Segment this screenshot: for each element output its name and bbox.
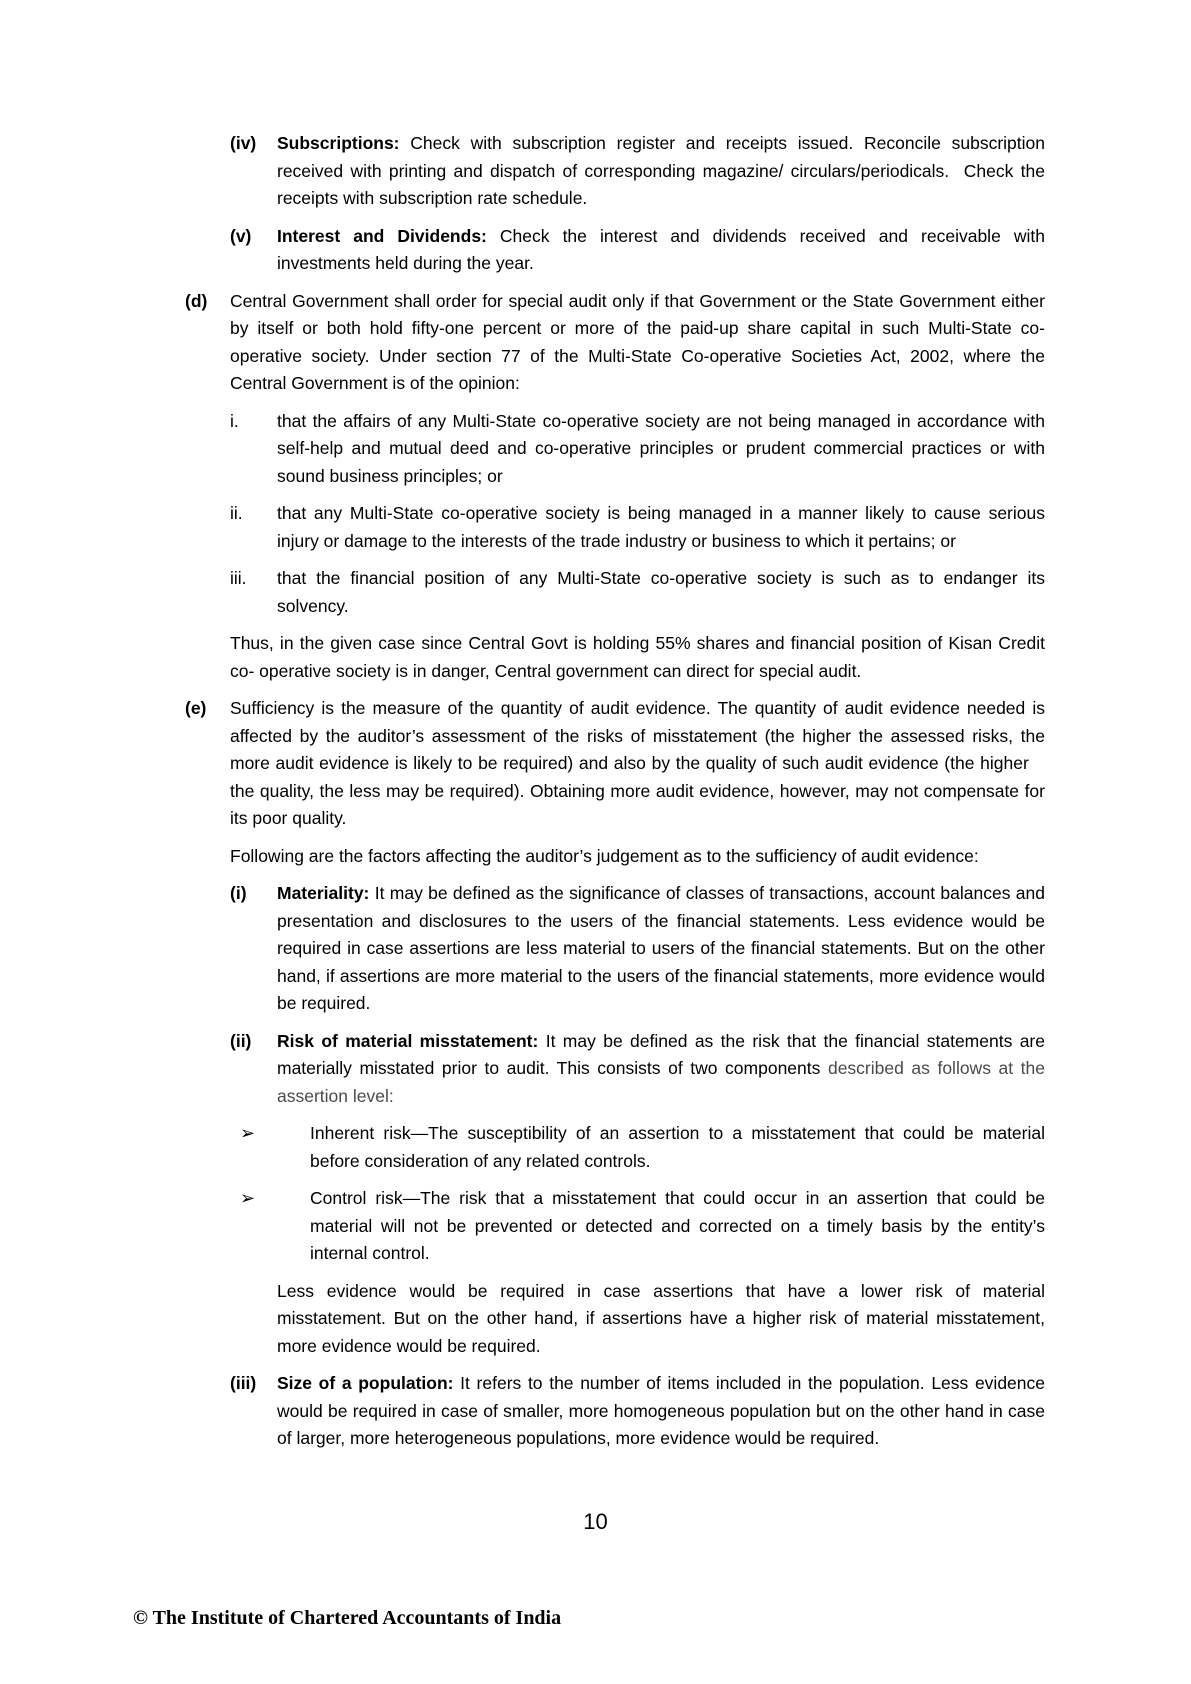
paragraph	[277, 408, 1045, 491]
paragraph	[277, 565, 1045, 620]
list-item-num-i	[230, 880, 1045, 1018]
arrowhead-bullet-icon: ➢	[240, 1123, 256, 1143]
list-marker: (iii)	[230, 1373, 257, 1393]
item-label: Risk of material misstatement:	[277, 1030, 539, 1051]
list-marker: (v)	[230, 225, 252, 246]
list-item-e	[185, 695, 1045, 833]
item-text-light: described as follows at the assertion level:	[277, 1058, 1046, 1106]
paragraph	[277, 880, 1045, 1018]
list-item-roman-ii	[230, 500, 1045, 555]
paragraph-less-evidence: Less evidence would be required in case assertions that have a lower risk of material misstatement. But on the other hand, if assertions have a higher risk of material misstatement, more evidence would be required.	[277, 1280, 1045, 1356]
paragraph	[277, 130, 1045, 213]
list-item-num-ii	[230, 1028, 1045, 1111]
paragraph	[277, 500, 1045, 555]
paragraph	[277, 1028, 1045, 1111]
item-text: Control risk—The risk that a misstatement that could occur in an assertion that could be material will not be prevented or detected and corrected on a timely basis by the entity’s internal control.	[310, 1188, 1045, 1263]
copyright-footer: © The Institute of Chartered Accountants of India	[133, 1607, 562, 1629]
list-marker: (i)	[230, 883, 247, 903]
list-marker: (iv)	[230, 133, 257, 153]
item-text: Check with subscription register and receipts issued. Reconcile subscription received with printing and dispatch of corresponding magazine/ circulars/periodicals. Check the receipts with subscription rate schedule.	[277, 133, 1045, 208]
list-marker: ii.	[230, 503, 243, 523]
list-item-v	[230, 223, 1045, 278]
item-text: that any Multi-State co-operative society is being managed in a manner likely to cause serious injury or damage to the interests of the trade industry or business to which it pertains; or	[277, 503, 1045, 551]
list-item-d	[185, 288, 1045, 398]
paragraph-thus: Thus, in the given case since Central Govt is holding 55% shares and financial position of Kisan Credit co- operative society is in danger, Central government can direct for special audit.	[230, 633, 1045, 681]
item-text: Central Government shall order for special audit only if that Government or the State Government either by itself or both hold fifty-one percent or more of the paid-up share capital in such Multi-State co-operative society. Under section 77 of the Multi-State Co-operative Societies Act, 2002, where the Central Government is of the opinion:	[230, 290, 1045, 393]
list-item-roman-iii	[230, 565, 1045, 620]
item-text: Check the interest and dividends received and receivable with investments held during the year.	[277, 225, 1045, 273]
list-marker: iii.	[230, 568, 247, 588]
paragraph-following: Following are the factors affecting the auditor’s judgement as to the sufficiency of audit evidence:	[230, 845, 979, 866]
list-marker: i.	[230, 410, 239, 431]
list-item-num-iii	[230, 1370, 1045, 1453]
item-text: It may be defined as the risk that the financial statements are materially misstated prior to audit. This consists of two components	[277, 1030, 1045, 1078]
paragraph	[230, 288, 1045, 398]
item-text: Inherent risk—The susceptibility of an assertion to a misstatement that could be material before consideration of any related controls.	[310, 1123, 1045, 1171]
paragraph	[310, 1120, 1045, 1175]
list-item-roman-i	[230, 408, 1045, 491]
paragraph	[310, 1185, 1045, 1268]
arrowhead-bullet-icon: ➢	[240, 1188, 256, 1208]
list-marker: (e)	[185, 698, 207, 718]
list-marker: (d)	[185, 290, 208, 311]
item-label: Subscriptions:	[277, 133, 400, 153]
bullet-item-inherent-risk	[240, 1120, 1045, 1175]
list-item-iv	[230, 130, 1045, 213]
paragraph	[277, 223, 1045, 278]
paragraph	[230, 695, 1045, 833]
page-number: 10	[583, 1509, 608, 1534]
paragraph	[277, 1370, 1045, 1453]
item-label: Size of a population:	[277, 1373, 454, 1393]
item-label: Materiality:	[277, 883, 370, 903]
item-text: that the financial position of any Multi-State co-operative society is such as to endanger its solvency.	[277, 568, 1045, 616]
bullet-item-control-risk	[240, 1185, 1045, 1268]
item-text: Sufficiency is the measure of the quantity of audit evidence. The quantity of audit evidence needed is affected by the auditor’s assessment of the risks of misstatement (the higher the assessed risks, the more audit evidence is likely to be required) and also by the quality of such audit evidence (the higher the quality, the less may be required). Obtaining more audit evidence, however, may not compensate for its poor quality.	[230, 698, 1045, 828]
item-text: that the affairs of any Multi-State co-operative society are not being managed in accordance with self-help and mutual deed and co-operative principles or prudent commercial practices or with sound business principles; or	[277, 410, 1045, 486]
item-text: It may be defined as the significance of classes of transactions, account balances and presentation and disclosures to the users of the financial statements. Less evidence would be required in case assertions are less material to users of the financial statements. But on the other hand, if assertions are more material to the users of the financial statements, more evidence would be required.	[277, 883, 1045, 1013]
list-marker: (ii)	[230, 1030, 252, 1051]
item-text: It refers to the number of items included in the population. Less evidence would be required in case of smaller, more homogeneous population but on the other hand in case of larger, more heterogeneous populations, more evidence would be required.	[277, 1373, 1045, 1448]
page-content	[185, 130, 1045, 1463]
item-label: Interest and Dividends:	[277, 225, 487, 246]
